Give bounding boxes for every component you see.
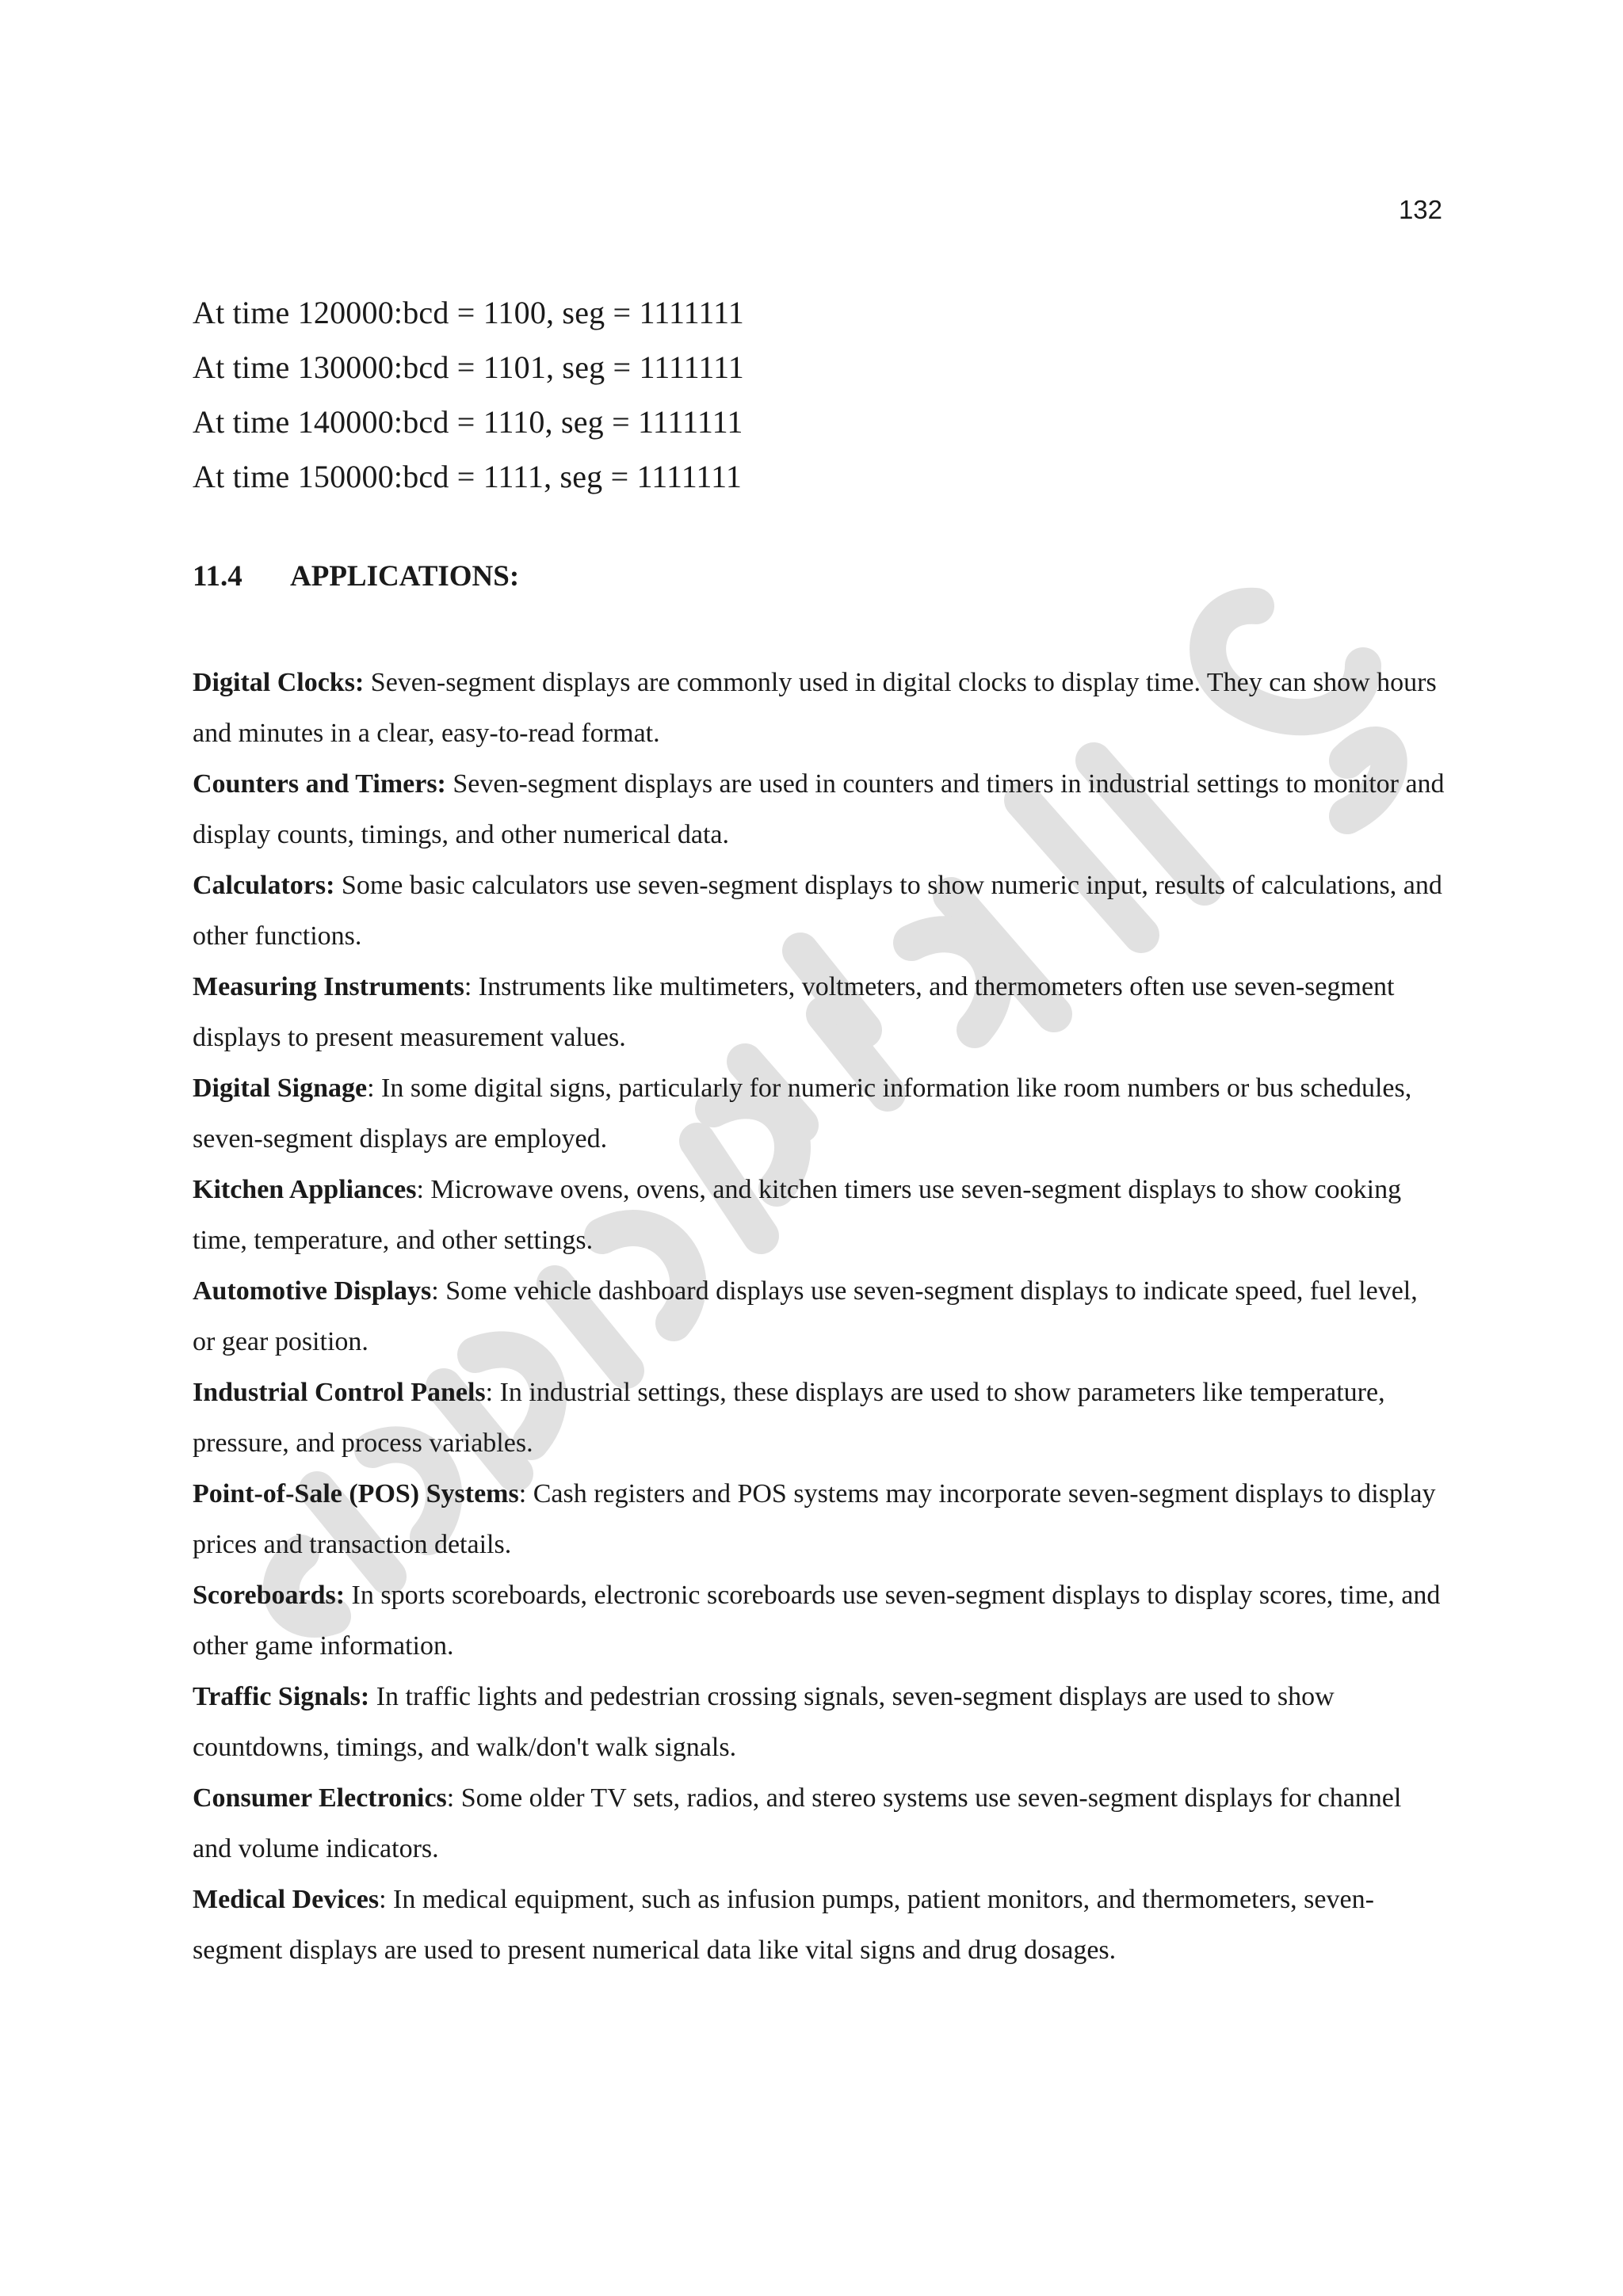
app-description: : Cash registers and POS systems may incorporate seven-segment displays to display prices and transaction details. [193, 1479, 1436, 1559]
page-number: 132 [1398, 195, 1442, 224]
list-item [193, 1063, 1445, 1165]
section-heading [193, 559, 519, 593]
app-description: Some basic calculators use seven-segment displays to show numeric input, results of calculations, and other functions. [193, 871, 1442, 951]
app-term: Automotive Displays [193, 1276, 432, 1306]
list-item [193, 962, 1445, 1063]
app-term: Point-of-Sale (POS) Systems [193, 1479, 519, 1508]
app-description: : Some vehicle dashboard displays use seven-segment displays to indicate speed, fuel level, or gear position. [193, 1276, 1418, 1356]
app-description: : In industrial settings, these displays are used to show parameters like temperature, pressure, and process variables. [193, 1378, 1385, 1458]
app-description: : In some digital signs, particularly for numeric information like room numbers or bus schedules, seven-segment displays are employed. [193, 1074, 1412, 1154]
list-item [193, 1165, 1445, 1266]
app-description: : In medical equipment, such as infusion pumps, patient monitors, and thermometers, seven-segment displays are used to present numerical data like vital signs and drug dosages. [193, 1885, 1374, 1965]
list-item [193, 1469, 1445, 1570]
app-description: Seven-segment displays are used in counters and timers in industrial settings to monitor and display counts, timings, and other numerical data. [193, 769, 1445, 849]
app-description: In sports scoreboards, electronic scoreboards use seven-segment displays to display scores, time, and other game information. [193, 1581, 1441, 1661]
list-item [193, 658, 1445, 759]
sim-output-line: At time 150000:bcd = 1111, seg = 1111111 [193, 459, 743, 494]
app-term: Kitchen Appliances [193, 1175, 417, 1204]
sim-output-line: At time 130000:bcd = 1101, seg = 1111111 [193, 349, 745, 385]
applications-list [193, 658, 1445, 1976]
list-item [193, 1570, 1445, 1672]
app-term: Industrial Control Panels [193, 1378, 486, 1407]
app-term: Counters and Timers: [193, 769, 446, 799]
app-term: Medical Devices [193, 1885, 380, 1914]
sim-output-line: At time 120000:bcd = 1100, seg = 1111111 [193, 295, 745, 330]
simulation-output [193, 285, 1461, 504]
app-term: Digital Clocks: [193, 668, 365, 697]
app-term: Scoreboards: [193, 1581, 346, 1610]
list-item [193, 1367, 1445, 1469]
app-description: : Instruments like multimeters, voltmeters, and thermometers often use seven-segment displays to present measurement values. [193, 972, 1395, 1052]
app-term: Calculators: [193, 871, 335, 900]
sim-output-line: At time 140000:bcd = 1110, seg = 1111111 [193, 404, 743, 440]
app-description: : Some older TV sets, radios, and stereo systems use seven-segment displays for channel and volume indicators. [193, 1783, 1402, 1863]
app-term: Digital Signage [193, 1074, 368, 1103]
list-item [193, 759, 1445, 860]
app-description: : Microwave ovens, ovens, and kitchen timers use seven-segment displays to show cooking time, temperature, and other settings. [193, 1175, 1402, 1255]
app-term: Traffic Signals: [193, 1682, 370, 1711]
app-term: Measuring Instruments [193, 972, 464, 1001]
list-item [193, 1266, 1445, 1367]
section-title: APPLICATIONS: [290, 560, 520, 593]
app-description: In traffic lights and pedestrian crossing signals, seven-segment displays are used to show countdowns, timings, and walk/don't walk signals. [193, 1682, 1335, 1762]
app-description: Seven-segment displays are commonly used in digital clocks to display time. They can show hours and minutes in a clear, easy-to-read format. [193, 668, 1437, 748]
list-item [193, 1773, 1445, 1875]
app-term: Consumer Electronics [193, 1783, 447, 1813]
section-number: 11.4 [193, 560, 242, 593]
list-item [193, 1672, 1445, 1773]
list-item [193, 860, 1445, 962]
list-item [193, 1875, 1445, 1976]
